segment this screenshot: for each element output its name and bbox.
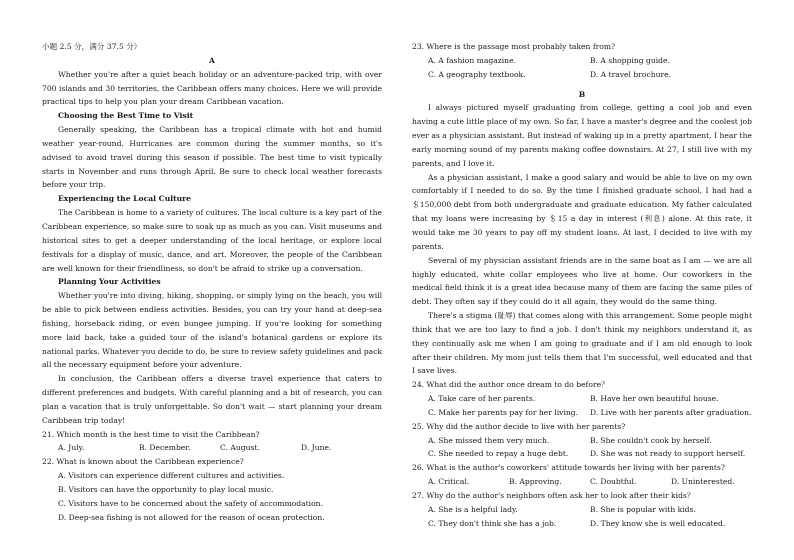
- option-27-b: B. She is popular with kids.: [590, 504, 696, 514]
- option-23-c: C. A geography textbook.: [428, 69, 526, 79]
- option-25-b: B. She couldn't cook by herself.: [590, 435, 712, 445]
- option-24-a: A. Take care of her parents.: [428, 394, 536, 404]
- passage-b-paragraph-1: I always pictured myself graduating from college, getting a cool job and even having a cute little place of my own. So far, I have a master's degree and the coolest job ever as a physician assistant. But instead of waking up in a pretty apartment, I hear the early morning sound of my parents making coffee downstairs. At 27, I still live with my parents, and I love it.: [412, 103, 752, 168]
- option-24-d: D. Live with her parents after graduation.: [590, 407, 752, 417]
- option-26-b: B. Approving.: [509, 477, 562, 487]
- option-22-d: D. Deep-sea fishing is not allowed for the reason of ocean protection.: [58, 512, 325, 522]
- option-26-c: C. Doubtful.: [590, 477, 637, 487]
- option-21-a: A. July.: [58, 443, 85, 453]
- option-25-c: C. She needed to repay a huge debt.: [428, 449, 569, 459]
- option-27-c: C. They don't think she has a job.: [428, 518, 557, 528]
- question-21: 21. Which month is the best time to visit the Caribbean?: [42, 429, 260, 439]
- paragraph-local-culture: The Caribbean is home to a variety of cultures. The local culture is a key part of the Caribbean experience, so make sure to soak up as much as you can. Visit museums and historical sites to get a deeper understanding of the local heritage, or explore local festivals for a display of music, dance, and art. Moreover, the people of the Caribbean are well known for their friendliness, so don't be afraid to strike up a conversation.: [42, 208, 382, 273]
- passage-b-label: B: [578, 89, 586, 99]
- question-23: 23. Where is the passage most probably taken from?: [412, 42, 616, 51]
- option-22-a: A. Visitors can experience different cultures and activities.: [58, 471, 285, 481]
- heading-activities: Planning Your Activities: [58, 277, 161, 287]
- option-25-a: A. She missed them very much.: [428, 435, 550, 445]
- option-24-b: B. Have her own beautiful house.: [590, 394, 719, 404]
- paragraph-activities: Whether you're into diving, hiking, shopping, or simply lying on the beach, you will be able to pick between endless activities. Besides, you can try your hand at deep-sea fishing, horseback riding, or even bungee jumping. If you're looking for something more laid back, take a guided tour of the island's botanical gardens or explore its national parks. Whatever you decide to do, be sure to review safety guidelines and pack all the necessary equipment before your adventure.: [42, 291, 382, 370]
- option-23-a: A. A fashion magazine.: [428, 55, 516, 65]
- right-column: [412, 40, 752, 531]
- question-21-options: [42, 441, 382, 455]
- paragraph-best-time: Generally speaking, the Caribbean has a tropical climate with hot and humid weather year-round. Hurricanes are common during the summer months, so it's advised to avoid travel during this season if possible. The best time to visit typically starts in November and runs through April. Be sure to check local weather forecasts before your trip.: [42, 125, 382, 190]
- question-24: 24. What did the author once dream to do before？: [412, 380, 609, 390]
- option-21-c: C. August.: [220, 443, 260, 453]
- question-27: 27. Why do the author's neighbors often ask her to look after their kids？: [412, 491, 695, 500]
- option-22-c: C. Visitors have to be concerned about the safety of accommodation.: [58, 498, 323, 508]
- question-27-options: [412, 503, 752, 531]
- option-23-d: D. A travel brochure.: [590, 69, 672, 79]
- passage-a-label: A: [209, 55, 215, 65]
- question-22-options: [42, 469, 382, 524]
- question-25-options: [412, 434, 752, 462]
- option-27-d: D. They know she is well educated.: [590, 518, 726, 528]
- passage-b-paragraph-3: Several of my physician assistant friends are in the same boat as I am — we are all highly educated, white collar employees who live at home. Our coworkers in the medical field think it is a great idea because many of them are facing the same piles of debt. They often say if they could do it all again, they would do the same thing.: [412, 255, 752, 307]
- option-26-a: A. Critical.: [428, 477, 470, 487]
- question-22: 22. What is known about the Caribbean experience?: [42, 457, 244, 467]
- option-22-b: B. Visitors can have the opportunity to play local music.: [58, 485, 274, 494]
- option-24-c: C. Make her parents pay for her living.: [428, 407, 579, 417]
- left-column: [42, 40, 382, 525]
- option-25-d: D. She was not ready to support herself.: [590, 449, 746, 459]
- paragraph-conclusion: In conclusion, the Caribbean offers a diverse travel experience that caters to different preferences and budgets. With careful planning and a bit of research, you can plan a vacation that is truly unforgettable. So don't wait — start planning your dream Caribbean trip today!: [42, 374, 382, 425]
- option-27-a: A. She is a helpful lady.: [428, 504, 518, 514]
- question-26-options: [412, 475, 752, 489]
- question-26: 26. What is the author's coworkers' attitude towards her living with her parents?: [412, 463, 725, 473]
- question-23-options: [412, 54, 752, 82]
- passage-a-intro: Whether you're after a quiet beach holiday or an adventure-packed trip, with over 700 islands and 30 territories, the Caribbean offers many choices. Here we will provide practical tips to help you plan your dream Caribbean vacation.: [42, 69, 382, 107]
- passage-b-paragraph-4: There's a stigma (耻辱) that comes along with this arrangement. Some people might think that we are too lazy to find a job. I don't think my neighbors understand it, as they continually ask me when I am going to graduate and if I am old enough to look after their children. My mom just tells them that I'm successful, well educated and that I save lives.: [412, 311, 752, 376]
- question-25: 25. Why did the author decide to live with her parents?: [412, 421, 626, 431]
- question-24-options: [412, 392, 752, 420]
- section-header: 小题 2.5 分，满分 37.5 分）: [42, 42, 142, 51]
- passage-b-paragraph-2: As a physician assistant, I make a good salary and would be able to live on my own comfortably if I needed to do so. By the time I finished graduate school, I had had a ＄150,000 debt from both undergraduate and graduate education. My father calculated that my loans were increasing by ＄15 a day in interest (利息) alone. At this rate, it would take me 30 years to pay off my student loans. At last, I decided to live with my parents.: [412, 172, 752, 251]
- heading-local-culture: Experiencing the Local Culture: [58, 194, 191, 204]
- option-21-b: B. December.: [139, 443, 191, 453]
- option-21-d: D. June.: [301, 443, 332, 453]
- option-23-b: B. A shopping guide.: [590, 55, 670, 65]
- option-26-d: D. Uninterested.: [671, 477, 735, 487]
- heading-best-time: Choosing the Best Time to Visit: [58, 111, 194, 121]
